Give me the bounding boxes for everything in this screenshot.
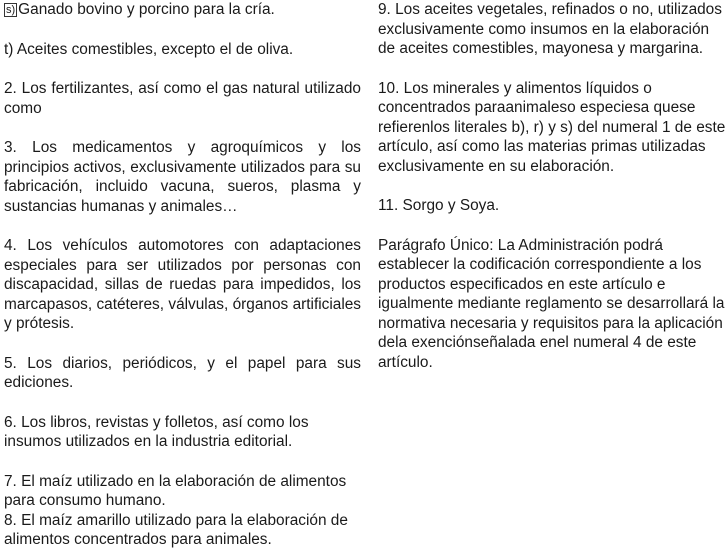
item-s-marker: s) xyxy=(6,4,16,16)
item-4: 4. Los vehículos automotores con adaptaciones especiales para ser utilizados por personas con discapacidad, sillas de ruedas para impedidos, los marcapasos, catéteres, válvulas, órganos artificiales y prótesis. xyxy=(4,237,361,332)
item-5: 5. Los diarios, periódicos, y el papel para sus ediciones. xyxy=(4,354,361,391)
item-7: 7. El maíz utilizado en la elaboración de alimentos para consumo humano. xyxy=(4,472,347,509)
item-s-text: Ganado bovino y porcino para la cría. xyxy=(18,1,275,18)
item-8: 8. El maíz amarillo utilizado para la elaboración de alimentos concentrados para animales. xyxy=(4,511,348,548)
paragraph-unico: Parágrafo Único: La Administración podrá establecer la codificación correspondiente a los productos especificados en este artículo e igualmente mediante reglamento se desarrollará la normativa necesaria y requisitos para la aplicación dela exenciónseñalada enel numeral 4 de este artículo. xyxy=(378,236,725,371)
left-column xyxy=(4,0,361,550)
item-6: 6. Los libros, revistas y folletos, así como los insumos utilizados en la industria editorial. xyxy=(4,413,309,450)
item-t: t) Aceites comestibles, excepto el de oliva. xyxy=(4,40,294,58)
item-s xyxy=(4,0,361,20)
right-column xyxy=(378,0,728,392)
item-2: 2. Los fertilizantes, así como el gas natural utilizado como xyxy=(4,80,361,117)
item-11: 11. Sorgo y Soya. xyxy=(378,197,500,214)
item-3: 3. Los medicamentos y agroquímicos y los principios activos, exclusivamente utilizados para su fabricación, incluido vacuna, sueros, plasma y sustancias humanas y animales… xyxy=(4,139,361,215)
item-9: 9. Los aceites vegetales, refinados o no, utilizados exclusivamente como insumos en la elaboración de aceites comestibles, mayonesa y margarina. xyxy=(378,1,722,57)
item-10: 10. Los minerales y alimentos líquidos o concentrados paraanimaleso especiesa quese refierenlos literales b), r) y s) del numeral 1 de este artículo, así como las materias primas utilizadas exclusivamente en su elaboración. xyxy=(378,79,726,175)
